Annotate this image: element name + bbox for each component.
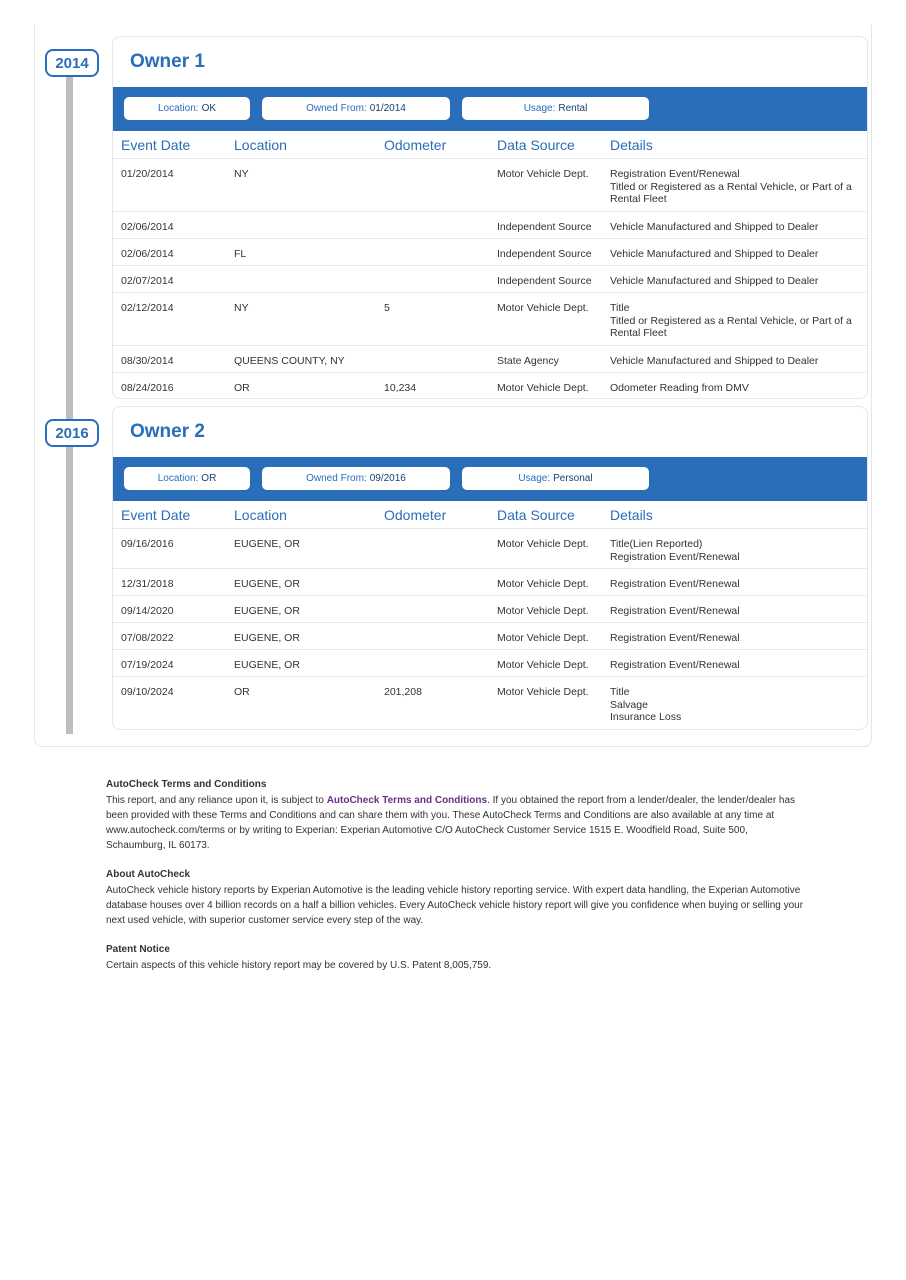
row-location: OR <box>234 382 250 394</box>
owned-from-value: 09/2016 <box>369 473 406 484</box>
row-date: 09/16/2016 <box>121 538 174 550</box>
detail-line: Title <box>610 686 630 698</box>
table-row <box>113 159 867 212</box>
row-details <box>610 248 860 261</box>
row-details <box>610 302 860 340</box>
table-row <box>113 569 867 596</box>
owner-card-2 <box>112 406 868 730</box>
row-location: EUGENE, OR <box>234 578 300 590</box>
table-row <box>113 529 867 569</box>
row-source: Motor Vehicle Dept. <box>497 168 589 180</box>
row-details <box>610 382 860 395</box>
row-details <box>610 168 860 206</box>
detail-line: Title <box>610 302 630 314</box>
row-source: Motor Vehicle Dept. <box>497 686 589 698</box>
row-details <box>610 605 860 618</box>
location-value: OK <box>201 103 217 114</box>
row-date: 02/06/2014 <box>121 248 174 260</box>
location-pill <box>124 467 250 490</box>
row-date: 08/24/2016 <box>121 382 174 394</box>
location-value: OR <box>201 473 217 484</box>
row-source: State Agency <box>497 355 559 367</box>
usage-value: Rental <box>558 103 588 114</box>
terms-link[interactable]: AutoCheck Terms and Conditions <box>326 795 488 806</box>
owned-from-label: Owned From: <box>306 473 367 484</box>
row-source: Motor Vehicle Dept. <box>497 382 589 394</box>
detail-line: Insurance Loss <box>610 711 682 723</box>
row-location: EUGENE, OR <box>234 632 300 644</box>
row-date: 01/20/2014 <box>121 168 174 180</box>
table-row <box>113 346 867 373</box>
owner-card-1 <box>112 36 868 399</box>
table-row <box>113 677 867 730</box>
row-details <box>610 538 860 563</box>
terms-text-start: This report, and any reliance upon it, is subject to <box>106 795 327 806</box>
detail-line: Registration Event/Renewal <box>610 168 740 180</box>
row-location: FL <box>234 248 247 260</box>
row-date: 07/19/2024 <box>121 659 174 671</box>
row-source: Motor Vehicle Dept. <box>497 659 589 671</box>
detail-line: Registration Event/Renewal <box>610 605 740 617</box>
row-source: Motor Vehicle Dept. <box>497 578 589 590</box>
row-source: Independent Source <box>497 275 592 287</box>
usage-value: Personal <box>553 473 593 484</box>
owned-from-value: 01/2014 <box>369 103 406 114</box>
location-label: Location: <box>157 103 199 114</box>
owned-from-pill <box>262 97 450 120</box>
col-data-source: Data Source <box>497 507 575 523</box>
row-date: 07/08/2022 <box>121 632 174 644</box>
terms-section <box>106 777 806 853</box>
usage-pill <box>462 467 649 490</box>
col-odometer: Odometer <box>384 137 447 153</box>
about-text: AutoCheck vehicle history reports by Experian Automotive is the leading vehicle history reporting service. With expert data handling, the Experian Automotive database houses over 4 billion records on a half a billion vehicles. Every AutoCheck vehicle history report will give you confidence when buying or selling your next used vehicle, with superior customer service every step of the way. <box>106 885 804 926</box>
row-location: EUGENE, OR <box>234 659 300 671</box>
table-row <box>113 266 867 293</box>
detail-line: Odometer Reading from DMV <box>610 382 749 394</box>
col-location: Location <box>234 507 287 523</box>
year-badge-2014: 2014 <box>45 49 99 77</box>
detail-line: Titled or Registered as a Rental Vehicle, or Part of a <box>610 180 852 193</box>
row-location: EUGENE, OR <box>234 605 300 617</box>
table-row <box>113 212 867 239</box>
row-date: 02/07/2014 <box>121 275 174 287</box>
row-source: Motor Vehicle Dept. <box>497 302 589 314</box>
row-source: Motor Vehicle Dept. <box>497 632 589 644</box>
row-odometer: 5 <box>384 302 390 314</box>
row-date: 02/06/2014 <box>121 221 174 233</box>
row-source: Independent Source <box>497 221 592 233</box>
table-header <box>113 131 867 159</box>
table-row <box>113 373 867 399</box>
col-location: Location <box>234 137 287 153</box>
table-header <box>113 501 867 529</box>
owner-info-bar <box>113 87 867 131</box>
patent-heading: Patent Notice <box>106 944 170 955</box>
row-details <box>610 686 860 724</box>
row-odometer: 10,234 <box>384 382 417 394</box>
about-section <box>106 867 806 928</box>
timeline-line <box>66 74 73 734</box>
location-pill <box>124 97 250 120</box>
row-date: 09/10/2024 <box>121 686 174 698</box>
table-row <box>113 596 867 623</box>
row-location: NY <box>234 302 249 314</box>
col-event-date: Event Date <box>121 137 191 153</box>
location-label: Location: <box>157 473 199 484</box>
terms-text-end: . If you obtained the report from a lender/dealer, the lender/dealer has been provided with these Terms and Conditions and can share them with you. These AutoCheck Terms and Conditions are also available at any time at www.autocheck.com/terms or by writing to Experian: Experian Automotive C/O AutoCheck Customer Service 1515 E. Woodfield Road, Suite 500, Schaumburg, IL 60173. <box>106 795 796 851</box>
row-details <box>610 221 860 234</box>
row-location: OR <box>234 686 250 698</box>
row-details <box>610 632 860 645</box>
table-row <box>113 293 867 346</box>
row-odometer: 201,208 <box>384 686 422 698</box>
row-source: Independent Source <box>497 248 592 260</box>
col-details: Details <box>610 507 653 523</box>
row-date: 02/12/2014 <box>121 302 174 314</box>
row-source: Motor Vehicle Dept. <box>497 605 589 617</box>
detail-line: Vehicle Manufactured and Shipped to Dealer <box>610 248 819 260</box>
patent-section <box>106 942 806 973</box>
detail-line: Vehicle Manufactured and Shipped to Dealer <box>610 355 819 367</box>
row-location: NY <box>234 168 249 180</box>
row-source: Motor Vehicle Dept. <box>497 538 589 550</box>
owner-title: Owner 1 <box>130 51 205 72</box>
patent-text: Certain aspects of this vehicle history report may be covered by U.S. Patent 8,005,759. <box>106 960 492 971</box>
detail-line: Rental Fleet <box>610 193 667 205</box>
row-date: 12/31/2018 <box>121 578 174 590</box>
detail-line: Registration Event/Renewal <box>610 550 740 563</box>
detail-line: Title(Lien Reported) <box>610 538 703 550</box>
col-odometer: Odometer <box>384 507 447 523</box>
detail-line: Salvage <box>610 698 648 711</box>
row-location: QUEENS COUNTY, NY <box>234 355 345 367</box>
detail-line: Titled or Registered as a Rental Vehicle, or Part of a <box>610 314 852 327</box>
owner-2-rows <box>113 529 867 730</box>
owner-title: Owner 2 <box>130 421 205 442</box>
about-heading: About AutoCheck <box>106 869 191 880</box>
detail-line: Registration Event/Renewal <box>610 659 740 671</box>
row-date: 08/30/2014 <box>121 355 174 367</box>
table-row <box>113 650 867 677</box>
owned-from-pill <box>262 467 450 490</box>
detail-line: Registration Event/Renewal <box>610 632 740 644</box>
usage-label: Usage: <box>518 473 551 484</box>
table-row <box>113 623 867 650</box>
owner-info-bar <box>113 457 867 501</box>
col-details: Details <box>610 137 653 153</box>
owner-1-rows <box>113 159 867 399</box>
usage-label: Usage: <box>523 103 556 114</box>
col-event-date: Event Date <box>121 507 191 523</box>
detail-line: Vehicle Manufactured and Shipped to Dealer <box>610 275 819 287</box>
detail-line: Registration Event/Renewal <box>610 578 740 590</box>
col-data-source: Data Source <box>497 137 575 153</box>
row-date: 09/14/2020 <box>121 605 174 617</box>
year-badge-2016: 2016 <box>45 419 99 447</box>
detail-line: Vehicle Manufactured and Shipped to Dealer <box>610 221 819 233</box>
terms-heading: AutoCheck Terms and Conditions <box>106 779 267 790</box>
terms-text <box>106 793 806 853</box>
detail-line: Rental Fleet <box>610 327 667 339</box>
usage-pill <box>462 97 649 120</box>
table-row <box>113 239 867 266</box>
row-details <box>610 275 860 288</box>
row-details <box>610 659 860 672</box>
owned-from-label: Owned From: <box>306 103 367 114</box>
row-details <box>610 578 860 591</box>
row-details <box>610 355 860 368</box>
row-location: EUGENE, OR <box>234 538 300 550</box>
